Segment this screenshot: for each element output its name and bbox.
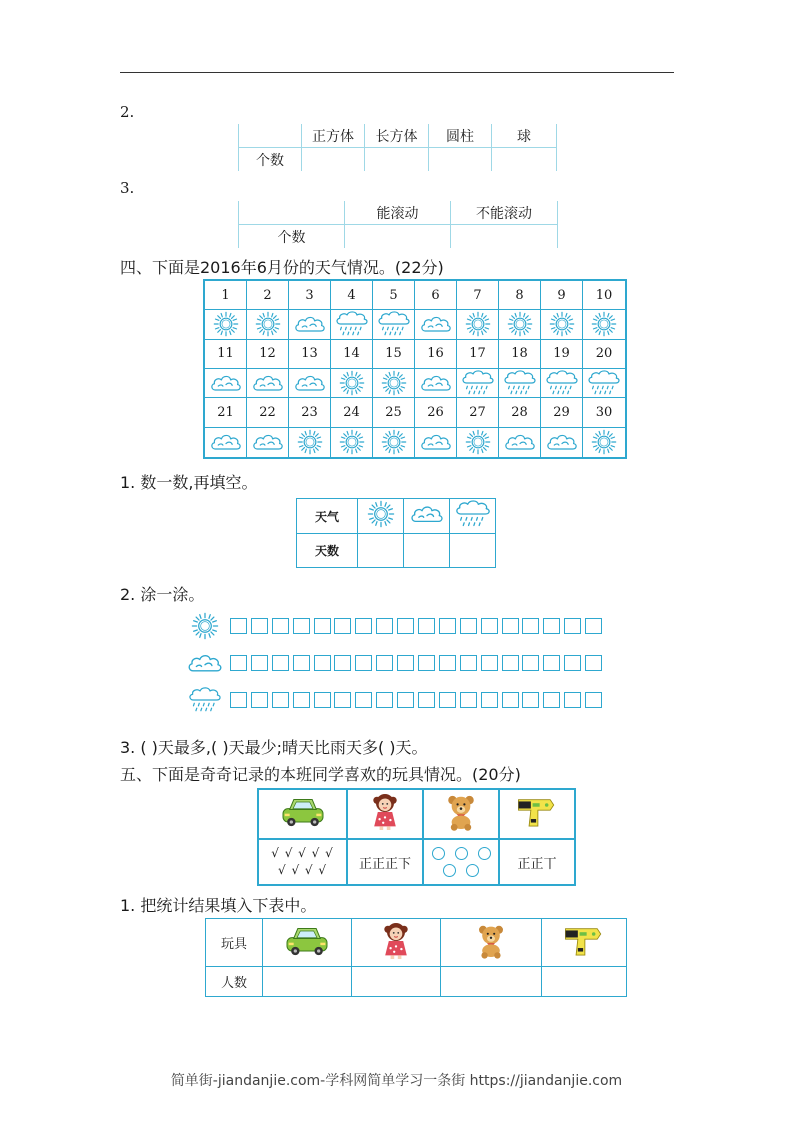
toy-result-table	[205, 918, 627, 997]
day-number: 10	[595, 287, 613, 303]
calendar-day-cell	[205, 340, 247, 369]
calendar-day-cell	[205, 281, 247, 310]
calendar-day-cell	[415, 340, 457, 369]
doll-icon	[378, 921, 414, 961]
cloud-icon	[251, 430, 285, 454]
calendar-weather-cell	[541, 428, 583, 457]
calendar-weather-cell	[331, 310, 373, 339]
color-box[interactable]	[251, 692, 268, 708]
shapes-count-table	[238, 124, 557, 171]
day-number: 18	[511, 346, 528, 362]
color-boxes	[230, 618, 602, 634]
cloud-icon	[409, 501, 445, 527]
calendar-weather-cell	[289, 369, 331, 398]
circle-marks	[427, 847, 495, 877]
color-box[interactable]	[543, 618, 560, 634]
calendar-weather-cell	[205, 369, 247, 398]
day-number: 7	[473, 287, 482, 303]
color-box[interactable]	[376, 692, 393, 708]
calendar-weather-cell	[205, 310, 247, 339]
day-number: 24	[343, 404, 360, 420]
color-box[interactable]	[418, 692, 435, 708]
day-number: 15	[385, 346, 402, 362]
rain-icon	[376, 310, 412, 338]
calendar-day-cell	[415, 398, 457, 427]
calendar-weather-cell	[289, 310, 331, 339]
color-box[interactable]	[502, 692, 519, 708]
day-number: 26	[427, 404, 444, 420]
color-boxes	[230, 655, 602, 671]
toy-tally-table	[257, 788, 576, 886]
calendar-day-cell	[457, 340, 499, 369]
color-box[interactable]	[272, 655, 289, 671]
day-number: 9	[557, 287, 566, 303]
row-label-days: 天数	[297, 534, 358, 568]
calendar-day-cell	[289, 398, 331, 427]
color-box[interactable]	[522, 618, 539, 634]
color-box[interactable]	[564, 692, 581, 708]
color-box[interactable]	[314, 618, 331, 634]
calendar-day-cell	[583, 340, 625, 369]
question-2-number: 2.	[120, 103, 135, 121]
calendar-weather-cell	[331, 369, 373, 398]
tally-bear	[423, 839, 499, 885]
color-box[interactable]	[397, 618, 414, 634]
day-number: 19	[553, 346, 570, 362]
calendar-day-cell	[247, 398, 289, 427]
cloud-icon	[419, 312, 453, 336]
color-box[interactable]	[439, 618, 456, 634]
answer-cell[interactable]	[263, 967, 352, 997]
cloud-icon	[209, 430, 243, 454]
circle-mark	[455, 847, 468, 860]
calendar-day-cell	[373, 340, 415, 369]
day-number: 12	[259, 346, 276, 362]
rain-icon	[334, 310, 370, 338]
toy-gun-icon	[515, 794, 559, 830]
color-box[interactable]	[314, 692, 331, 708]
day-number: 27	[469, 404, 486, 420]
color-box[interactable]	[251, 655, 268, 671]
calendar-weather-cell	[247, 369, 289, 398]
tally-gun: 正正丅	[499, 839, 575, 885]
row-label-weather: 天气	[297, 499, 358, 534]
calendar-day-cell	[331, 340, 373, 369]
color-box[interactable]	[460, 692, 477, 708]
rain-icon	[502, 369, 538, 397]
calendar-day-cell	[373, 281, 415, 310]
day-number: 25	[385, 404, 402, 420]
sun-icon	[186, 612, 224, 640]
calendar-day-cell	[541, 398, 583, 427]
calendar-weather-cell	[205, 428, 247, 457]
calendar-weather-cell	[247, 310, 289, 339]
cloud-icon	[251, 371, 285, 395]
rain-icon	[186, 686, 224, 714]
color-box[interactable]	[418, 618, 435, 634]
calendar-day-cell	[457, 281, 499, 310]
calendar-day-cell	[541, 340, 583, 369]
weather-count-table	[296, 498, 496, 568]
color-box[interactable]	[293, 618, 310, 634]
day-number: 11	[217, 346, 234, 362]
day-number: 3	[305, 287, 314, 303]
calendar-weather-cell	[373, 428, 415, 457]
day-number: 4	[347, 287, 356, 303]
answer-cell[interactable]	[302, 148, 365, 172]
color-box[interactable]	[251, 618, 268, 634]
calendar-weather-cell	[541, 310, 583, 339]
answer-cell[interactable]	[429, 148, 492, 172]
color-boxes	[230, 692, 602, 708]
day-number: 2	[263, 287, 272, 303]
calendar-weather-cell	[541, 369, 583, 398]
color-box[interactable]	[585, 618, 602, 634]
rolling-count-table	[238, 201, 558, 248]
color-box[interactable]	[418, 655, 435, 671]
color-box[interactable]	[543, 692, 560, 708]
cloud-icon	[186, 649, 224, 677]
row-label-people: 人数	[206, 967, 263, 997]
day-number: 28	[511, 404, 528, 420]
day-number: 22	[259, 404, 276, 420]
color-box[interactable]	[293, 692, 310, 708]
calendar-day-cell	[247, 281, 289, 310]
calendar-day-cell	[373, 398, 415, 427]
teddy-bear-icon	[475, 923, 507, 959]
answer-cell[interactable]	[441, 967, 542, 997]
calendar-weather-cell	[499, 428, 541, 457]
circle-mark	[478, 847, 491, 860]
color-box[interactable]	[230, 655, 247, 671]
cloud-icon	[503, 430, 537, 454]
calendar-weather-cell	[583, 310, 625, 339]
calendar-day-cell	[583, 281, 625, 310]
day-number: 23	[301, 404, 318, 420]
color-box[interactable]	[376, 618, 393, 634]
calendar-day-cell	[205, 398, 247, 427]
calendar-day-cell	[583, 398, 625, 427]
calendar-day-cell	[541, 281, 583, 310]
calendar-weather-cell	[415, 369, 457, 398]
page-footer: 简单街-jiandanjie.com-学科网简单学习一条街 https://jiandanjie.com	[170, 1073, 623, 1089]
calendar-weather-cell	[373, 369, 415, 398]
cloud-icon	[293, 312, 327, 336]
color-box[interactable]	[439, 655, 456, 671]
sun-icon	[464, 429, 492, 455]
row-label-count: 个数	[239, 225, 345, 249]
section-4-heading: 四、下面是2016年6月份的天气情况。(22分)	[120, 258, 444, 277]
color-box[interactable]	[272, 618, 289, 634]
calendar-weather-cell	[289, 428, 331, 457]
sun-icon	[380, 429, 408, 455]
weather-calendar	[203, 279, 627, 459]
question-4-1-label: 1. 数一数,再填空。	[120, 473, 258, 492]
answer-cell[interactable]	[451, 225, 558, 249]
sun-icon	[590, 311, 618, 337]
cloud-icon	[419, 430, 453, 454]
header-can-roll: 能滚动	[345, 201, 451, 225]
sun-icon	[506, 311, 534, 337]
color-box[interactable]	[314, 655, 331, 671]
color-box[interactable]	[460, 655, 477, 671]
color-box[interactable]	[355, 692, 372, 708]
cloud-icon	[419, 371, 453, 395]
header-sphere: 球	[492, 124, 557, 148]
day-number: 30	[595, 404, 613, 420]
sun-icon	[548, 311, 576, 337]
color-box[interactable]	[230, 692, 247, 708]
day-number: 17	[469, 346, 486, 362]
day-number: 6	[431, 287, 440, 303]
color-box[interactable]	[481, 692, 498, 708]
sun-icon	[464, 311, 492, 337]
circle-mark	[466, 864, 479, 877]
cloud-icon	[209, 371, 243, 395]
question-3-number: 3.	[120, 179, 135, 197]
color-box[interactable]	[585, 692, 602, 708]
calendar-day-cell	[415, 281, 457, 310]
sun-icon	[338, 429, 366, 455]
row-label-toy: 玩具	[206, 919, 263, 967]
color-box[interactable]	[230, 618, 247, 634]
sun-icon	[296, 429, 324, 455]
color-box[interactable]	[376, 655, 393, 671]
calendar-day-cell	[499, 340, 541, 369]
calendar-day-cell	[499, 281, 541, 310]
calendar-weather-cell	[583, 369, 625, 398]
day-number: 20	[595, 346, 613, 362]
calendar-day-cell	[247, 340, 289, 369]
calendar-weather-cell	[457, 369, 499, 398]
day-number: 5	[389, 287, 398, 303]
sun-icon	[212, 311, 240, 337]
calendar-day-cell	[331, 398, 373, 427]
color-box[interactable]	[481, 618, 498, 634]
answer-cell[interactable]	[492, 148, 557, 172]
question-5-1-label: 1. 把统计结果填入下表中。	[120, 896, 317, 915]
calendar-weather-cell	[415, 428, 457, 457]
answer-cell[interactable]	[358, 534, 404, 568]
answer-cell[interactable]	[352, 967, 441, 997]
row-label-count: 个数	[239, 148, 302, 172]
color-box[interactable]	[334, 655, 351, 671]
calendar-weather-cell	[499, 310, 541, 339]
day-number: 8	[515, 287, 524, 303]
sun-icon	[380, 370, 408, 396]
calendar-day-cell	[457, 398, 499, 427]
cloud-icon	[293, 371, 327, 395]
color-box[interactable]	[397, 692, 414, 708]
color-box[interactable]	[293, 655, 310, 671]
calendar-weather-cell	[583, 428, 625, 457]
calendar-day-cell	[289, 281, 331, 310]
sun-icon	[338, 370, 366, 396]
day-number: 14	[343, 346, 360, 362]
color-row-rain	[186, 688, 602, 712]
color-box[interactable]	[272, 692, 289, 708]
tick-marks-line-1: √ √ √ √ √	[271, 846, 334, 860]
doll-icon	[367, 791, 403, 833]
day-number: 1	[221, 287, 230, 303]
color-box[interactable]	[334, 692, 351, 708]
car-icon	[282, 923, 332, 959]
teddy-bear-icon	[444, 793, 478, 831]
color-box[interactable]	[522, 692, 539, 708]
calendar-weather-cell	[499, 369, 541, 398]
calendar-weather-cell	[331, 428, 373, 457]
color-box[interactable]	[397, 655, 414, 671]
color-box[interactable]	[481, 655, 498, 671]
color-box[interactable]	[543, 655, 560, 671]
calendar-weather-cell	[373, 310, 415, 339]
color-box[interactable]	[439, 692, 456, 708]
circle-mark	[443, 864, 456, 877]
header-cylinder: 圆柱	[429, 124, 492, 148]
color-row-cloud	[186, 651, 602, 675]
calendar-weather-cell	[247, 428, 289, 457]
question-4-3-label: 3. ( )天最多,( )天最少;晴天比雨天多( )天。	[120, 738, 428, 757]
toy-gun-icon	[562, 923, 606, 959]
sun-icon	[366, 500, 396, 528]
color-box[interactable]	[460, 618, 477, 634]
calendar-day-cell	[289, 340, 331, 369]
tick-marks-line-2: √ √ √ √	[277, 863, 328, 877]
answer-cell[interactable]	[365, 148, 429, 172]
day-number: 13	[301, 346, 318, 362]
rain-icon	[460, 369, 496, 397]
rain-icon	[586, 369, 622, 397]
header-cuboid: 长方体	[365, 124, 429, 148]
color-box[interactable]	[564, 618, 581, 634]
answer-cell[interactable]	[404, 534, 450, 568]
question-4-2-label: 2. 涂一涂。	[120, 585, 205, 604]
color-box[interactable]	[334, 618, 351, 634]
calendar-day-cell	[331, 281, 373, 310]
section-5-heading: 五、下面是奇奇记录的本班同学喜欢的玩具情况。(20分)	[120, 765, 521, 784]
header-cannot-roll: 不能滚动	[451, 201, 558, 225]
day-number: 29	[553, 404, 570, 420]
day-number: 21	[217, 404, 234, 420]
rain-icon	[453, 499, 493, 529]
calendar-weather-cell	[457, 428, 499, 457]
day-number: 16	[427, 346, 444, 362]
sun-icon	[254, 311, 282, 337]
rain-icon	[544, 369, 580, 397]
color-box[interactable]	[564, 655, 581, 671]
answer-cell[interactable]	[450, 534, 496, 568]
calendar-weather-cell	[415, 310, 457, 339]
sun-icon	[590, 429, 618, 455]
answer-cell[interactable]	[345, 225, 451, 249]
color-box[interactable]	[585, 655, 602, 671]
calendar-weather-cell	[457, 310, 499, 339]
tally-car	[258, 839, 347, 885]
circle-mark	[432, 847, 445, 860]
color-box[interactable]	[355, 618, 372, 634]
tally-doll: 正正正下	[347, 839, 423, 885]
color-box[interactable]	[502, 655, 519, 671]
calendar-day-cell	[499, 398, 541, 427]
answer-cell[interactable]	[542, 967, 627, 997]
top-divider	[120, 72, 674, 73]
car-icon	[278, 794, 328, 830]
color-row-sun	[186, 614, 602, 638]
cloud-icon	[545, 430, 579, 454]
color-box[interactable]	[522, 655, 539, 671]
header-cube: 正方体	[302, 124, 365, 148]
color-box[interactable]	[502, 618, 519, 634]
color-box[interactable]	[355, 655, 372, 671]
